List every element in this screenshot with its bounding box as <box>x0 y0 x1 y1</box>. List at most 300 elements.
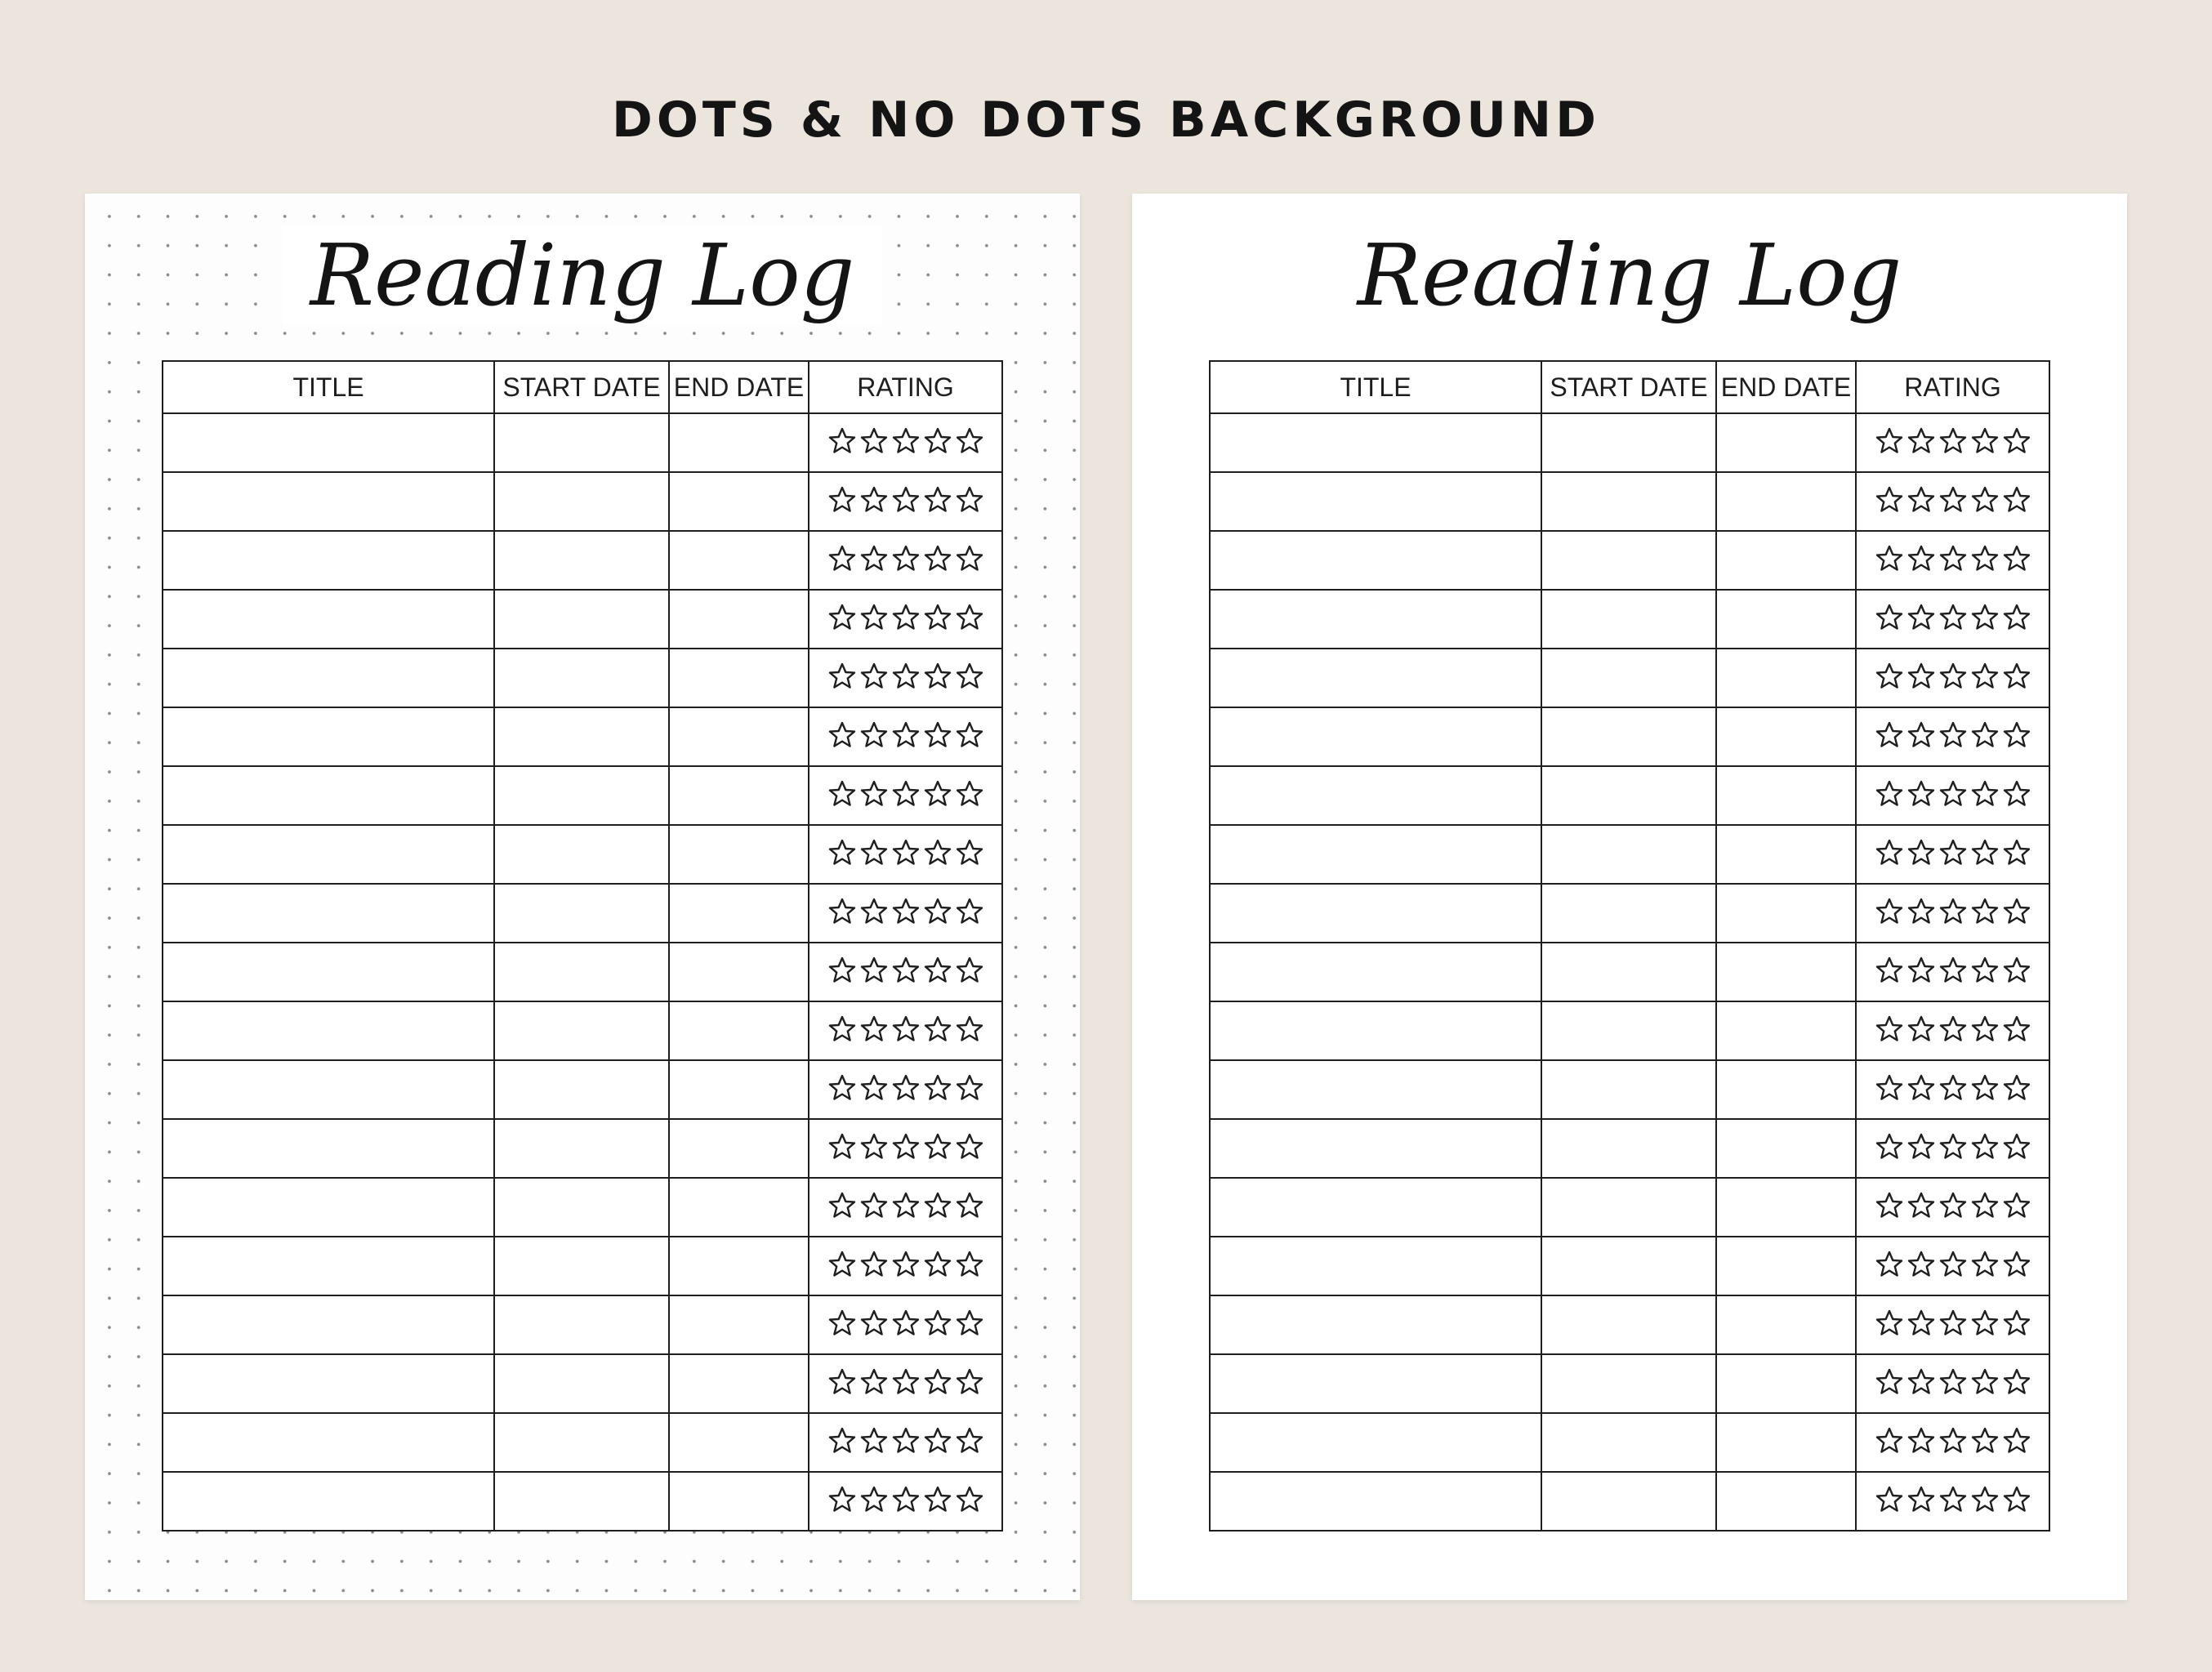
end-date-cell[interactable] <box>1716 1119 1856 1178</box>
star-outline-icon[interactable] <box>923 897 952 926</box>
star-outline-icon[interactable] <box>1938 1250 1968 1279</box>
star-outline-icon[interactable] <box>1875 956 1904 985</box>
title-cell[interactable] <box>163 766 494 825</box>
star-outline-icon[interactable] <box>1970 1367 2000 1397</box>
title-cell[interactable] <box>1210 1295 1541 1354</box>
start-date-cell[interactable] <box>494 1237 669 1295</box>
title-cell[interactable] <box>163 1060 494 1119</box>
star-outline-icon[interactable] <box>1907 1426 1936 1456</box>
end-date-cell[interactable] <box>1716 943 1856 1001</box>
start-date-cell[interactable] <box>494 1119 669 1178</box>
star-outline-icon[interactable] <box>1907 956 1936 985</box>
star-outline-icon[interactable] <box>1907 1367 1936 1397</box>
star-outline-icon[interactable] <box>923 1309 952 1338</box>
star-outline-icon[interactable] <box>1938 603 1968 632</box>
star-outline-icon[interactable] <box>827 1191 857 1220</box>
star-outline-icon[interactable] <box>1970 1191 2000 1220</box>
end-date-cell[interactable] <box>669 1472 809 1531</box>
start-date-cell[interactable] <box>1541 1178 1716 1237</box>
star-outline-icon[interactable] <box>827 720 857 750</box>
star-outline-icon[interactable] <box>1907 1073 1936 1103</box>
star-outline-icon[interactable] <box>827 1367 857 1397</box>
star-outline-icon[interactable] <box>827 838 857 867</box>
title-cell[interactable] <box>163 590 494 649</box>
title-cell[interactable] <box>163 1472 494 1531</box>
start-date-cell[interactable] <box>494 943 669 1001</box>
star-outline-icon[interactable] <box>1907 1191 1936 1220</box>
star-outline-icon[interactable] <box>827 779 857 809</box>
title-cell[interactable] <box>163 825 494 884</box>
star-outline-icon[interactable] <box>891 426 921 456</box>
star-outline-icon[interactable] <box>2002 662 2031 691</box>
end-date-cell[interactable] <box>1716 1472 1856 1531</box>
star-outline-icon[interactable] <box>859 1367 889 1397</box>
star-outline-icon[interactable] <box>827 1426 857 1456</box>
start-date-cell[interactable] <box>1541 884 1716 943</box>
star-outline-icon[interactable] <box>955 1367 984 1397</box>
title-cell[interactable] <box>1210 1060 1541 1119</box>
star-outline-icon[interactable] <box>2002 1485 2031 1514</box>
title-cell[interactable] <box>1210 472 1541 531</box>
star-outline-icon[interactable] <box>1907 544 1936 573</box>
star-outline-icon[interactable] <box>1875 1073 1904 1103</box>
star-outline-icon[interactable] <box>2002 897 2031 926</box>
star-outline-icon[interactable] <box>859 956 889 985</box>
title-cell[interactable] <box>163 1237 494 1295</box>
star-outline-icon[interactable] <box>2002 779 2031 809</box>
star-outline-icon[interactable] <box>859 1250 889 1279</box>
star-outline-icon[interactable] <box>1938 1073 1968 1103</box>
star-outline-icon[interactable] <box>1875 720 1904 750</box>
end-date-cell[interactable] <box>669 884 809 943</box>
star-outline-icon[interactable] <box>891 1367 921 1397</box>
start-date-cell[interactable] <box>1541 590 1716 649</box>
star-outline-icon[interactable] <box>891 1426 921 1456</box>
title-cell[interactable] <box>1210 413 1541 472</box>
star-outline-icon[interactable] <box>1875 1485 1904 1514</box>
end-date-cell[interactable] <box>1716 1237 1856 1295</box>
star-outline-icon[interactable] <box>1907 779 1936 809</box>
star-outline-icon[interactable] <box>859 662 889 691</box>
star-outline-icon[interactable] <box>859 838 889 867</box>
start-date-cell[interactable] <box>1541 707 1716 766</box>
title-cell[interactable] <box>1210 1237 1541 1295</box>
star-outline-icon[interactable] <box>923 1191 952 1220</box>
title-cell[interactable] <box>163 884 494 943</box>
star-outline-icon[interactable] <box>955 1309 984 1338</box>
end-date-cell[interactable] <box>669 943 809 1001</box>
end-date-cell[interactable] <box>1716 1178 1856 1237</box>
star-outline-icon[interactable] <box>1938 662 1968 691</box>
star-outline-icon[interactable] <box>1938 1132 1968 1161</box>
title-cell[interactable] <box>163 413 494 472</box>
star-outline-icon[interactable] <box>2002 1073 2031 1103</box>
start-date-cell[interactable] <box>1541 649 1716 707</box>
title-cell[interactable] <box>163 1119 494 1178</box>
star-outline-icon[interactable] <box>827 897 857 926</box>
star-outline-icon[interactable] <box>891 779 921 809</box>
star-outline-icon[interactable] <box>1970 897 2000 926</box>
start-date-cell[interactable] <box>494 884 669 943</box>
start-date-cell[interactable] <box>494 1413 669 1472</box>
end-date-cell[interactable] <box>1716 766 1856 825</box>
star-outline-icon[interactable] <box>827 662 857 691</box>
title-cell[interactable] <box>163 707 494 766</box>
star-outline-icon[interactable] <box>2002 1250 2031 1279</box>
end-date-cell[interactable] <box>669 707 809 766</box>
star-outline-icon[interactable] <box>955 544 984 573</box>
star-outline-icon[interactable] <box>891 1073 921 1103</box>
star-outline-icon[interactable] <box>1970 662 2000 691</box>
star-outline-icon[interactable] <box>1970 838 2000 867</box>
star-outline-icon[interactable] <box>1938 897 1968 926</box>
star-outline-icon[interactable] <box>1907 897 1936 926</box>
start-date-cell[interactable] <box>494 1295 669 1354</box>
star-outline-icon[interactable] <box>859 720 889 750</box>
title-cell[interactable] <box>1210 531 1541 590</box>
star-outline-icon[interactable] <box>923 1132 952 1161</box>
star-outline-icon[interactable] <box>1907 1250 1936 1279</box>
title-cell[interactable] <box>1210 1001 1541 1060</box>
star-outline-icon[interactable] <box>1970 1426 2000 1456</box>
star-outline-icon[interactable] <box>1907 426 1936 456</box>
start-date-cell[interactable] <box>494 531 669 590</box>
star-outline-icon[interactable] <box>859 897 889 926</box>
start-date-cell[interactable] <box>1541 1237 1716 1295</box>
star-outline-icon[interactable] <box>891 897 921 926</box>
start-date-cell[interactable] <box>494 472 669 531</box>
start-date-cell[interactable] <box>1541 766 1716 825</box>
title-cell[interactable] <box>163 649 494 707</box>
star-outline-icon[interactable] <box>955 1073 984 1103</box>
star-outline-icon[interactable] <box>1970 603 2000 632</box>
end-date-cell[interactable] <box>1716 1354 1856 1413</box>
star-outline-icon[interactable] <box>1875 1014 1904 1044</box>
star-outline-icon[interactable] <box>1875 603 1904 632</box>
star-outline-icon[interactable] <box>827 1309 857 1338</box>
star-outline-icon[interactable] <box>891 838 921 867</box>
title-cell[interactable] <box>1210 766 1541 825</box>
start-date-cell[interactable] <box>1541 1413 1716 1472</box>
star-outline-icon[interactable] <box>955 720 984 750</box>
star-outline-icon[interactable] <box>1875 1132 1904 1161</box>
star-outline-icon[interactable] <box>827 1485 857 1514</box>
star-outline-icon[interactable] <box>923 1426 952 1456</box>
star-outline-icon[interactable] <box>923 1073 952 1103</box>
star-outline-icon[interactable] <box>1970 1073 2000 1103</box>
star-outline-icon[interactable] <box>827 544 857 573</box>
end-date-cell[interactable] <box>669 472 809 531</box>
start-date-cell[interactable] <box>494 766 669 825</box>
star-outline-icon[interactable] <box>2002 544 2031 573</box>
end-date-cell[interactable] <box>669 590 809 649</box>
star-outline-icon[interactable] <box>891 603 921 632</box>
star-outline-icon[interactable] <box>1875 779 1904 809</box>
star-outline-icon[interactable] <box>859 426 889 456</box>
star-outline-icon[interactable] <box>2002 485 2031 515</box>
star-outline-icon[interactable] <box>1938 1014 1968 1044</box>
title-cell[interactable] <box>163 1354 494 1413</box>
star-outline-icon[interactable] <box>2002 603 2031 632</box>
star-outline-icon[interactable] <box>955 426 984 456</box>
end-date-cell[interactable] <box>1716 1001 1856 1060</box>
star-outline-icon[interactable] <box>1938 720 1968 750</box>
star-outline-icon[interactable] <box>891 1191 921 1220</box>
star-outline-icon[interactable] <box>1938 779 1968 809</box>
star-outline-icon[interactable] <box>1970 1132 2000 1161</box>
star-outline-icon[interactable] <box>1938 544 1968 573</box>
star-outline-icon[interactable] <box>923 1014 952 1044</box>
star-outline-icon[interactable] <box>1875 838 1904 867</box>
end-date-cell[interactable] <box>1716 1413 1856 1472</box>
star-outline-icon[interactable] <box>1875 544 1904 573</box>
star-outline-icon[interactable] <box>1907 838 1936 867</box>
end-date-cell[interactable] <box>1716 590 1856 649</box>
title-cell[interactable] <box>163 1295 494 1354</box>
star-outline-icon[interactable] <box>1938 1485 1968 1514</box>
star-outline-icon[interactable] <box>1938 956 1968 985</box>
end-date-cell[interactable] <box>1716 472 1856 531</box>
star-outline-icon[interactable] <box>891 1250 921 1279</box>
star-outline-icon[interactable] <box>923 956 952 985</box>
title-cell[interactable] <box>1210 1119 1541 1178</box>
star-outline-icon[interactable] <box>955 603 984 632</box>
star-outline-icon[interactable] <box>1970 1485 2000 1514</box>
start-date-cell[interactable] <box>1541 943 1716 1001</box>
star-outline-icon[interactable] <box>859 1309 889 1338</box>
star-outline-icon[interactable] <box>1970 720 2000 750</box>
end-date-cell[interactable] <box>669 649 809 707</box>
star-outline-icon[interactable] <box>2002 1014 2031 1044</box>
end-date-cell[interactable] <box>669 1001 809 1060</box>
star-outline-icon[interactable] <box>1970 1014 2000 1044</box>
star-outline-icon[interactable] <box>1970 956 2000 985</box>
star-outline-icon[interactable] <box>859 544 889 573</box>
star-outline-icon[interactable] <box>2002 1309 2031 1338</box>
end-date-cell[interactable] <box>1716 649 1856 707</box>
star-outline-icon[interactable] <box>1875 897 1904 926</box>
end-date-cell[interactable] <box>1716 884 1856 943</box>
star-outline-icon[interactable] <box>1970 426 2000 456</box>
star-outline-icon[interactable] <box>827 485 857 515</box>
start-date-cell[interactable] <box>494 1001 669 1060</box>
star-outline-icon[interactable] <box>1907 720 1936 750</box>
star-outline-icon[interactable] <box>1875 1191 1904 1220</box>
star-outline-icon[interactable] <box>2002 720 2031 750</box>
star-outline-icon[interactable] <box>1907 485 1936 515</box>
star-outline-icon[interactable] <box>827 1250 857 1279</box>
start-date-cell[interactable] <box>494 707 669 766</box>
star-outline-icon[interactable] <box>923 1485 952 1514</box>
star-outline-icon[interactable] <box>955 1191 984 1220</box>
title-cell[interactable] <box>163 1413 494 1472</box>
end-date-cell[interactable] <box>669 413 809 472</box>
star-outline-icon[interactable] <box>1938 1367 1968 1397</box>
star-outline-icon[interactable] <box>859 485 889 515</box>
star-outline-icon[interactable] <box>859 1485 889 1514</box>
star-outline-icon[interactable] <box>923 1250 952 1279</box>
star-outline-icon[interactable] <box>955 662 984 691</box>
star-outline-icon[interactable] <box>1907 1014 1936 1044</box>
title-cell[interactable] <box>163 531 494 590</box>
star-outline-icon[interactable] <box>1938 838 1968 867</box>
star-outline-icon[interactable] <box>827 426 857 456</box>
star-outline-icon[interactable] <box>827 1073 857 1103</box>
end-date-cell[interactable] <box>669 1237 809 1295</box>
star-outline-icon[interactable] <box>1875 1367 1904 1397</box>
star-outline-icon[interactable] <box>859 779 889 809</box>
star-outline-icon[interactable] <box>923 1367 952 1397</box>
star-outline-icon[interactable] <box>2002 956 2031 985</box>
end-date-cell[interactable] <box>1716 1060 1856 1119</box>
star-outline-icon[interactable] <box>2002 1132 2031 1161</box>
star-outline-icon[interactable] <box>923 544 952 573</box>
start-date-cell[interactable] <box>494 590 669 649</box>
star-outline-icon[interactable] <box>891 662 921 691</box>
start-date-cell[interactable] <box>1541 413 1716 472</box>
star-outline-icon[interactable] <box>923 485 952 515</box>
start-date-cell[interactable] <box>494 1060 669 1119</box>
title-cell[interactable] <box>1210 1413 1541 1472</box>
star-outline-icon[interactable] <box>1938 1309 1968 1338</box>
star-outline-icon[interactable] <box>891 956 921 985</box>
star-outline-icon[interactable] <box>955 1485 984 1514</box>
end-date-cell[interactable] <box>669 1060 809 1119</box>
end-date-cell[interactable] <box>669 1119 809 1178</box>
star-outline-icon[interactable] <box>827 1014 857 1044</box>
start-date-cell[interactable] <box>1541 1001 1716 1060</box>
star-outline-icon[interactable] <box>1875 485 1904 515</box>
title-cell[interactable] <box>163 1178 494 1237</box>
star-outline-icon[interactable] <box>955 1250 984 1279</box>
star-outline-icon[interactable] <box>1907 1132 1936 1161</box>
star-outline-icon[interactable] <box>955 1014 984 1044</box>
star-outline-icon[interactable] <box>1970 1250 2000 1279</box>
start-date-cell[interactable] <box>494 1178 669 1237</box>
star-outline-icon[interactable] <box>1970 485 2000 515</box>
end-date-cell[interactable] <box>669 1295 809 1354</box>
star-outline-icon[interactable] <box>955 485 984 515</box>
title-cell[interactable] <box>1210 825 1541 884</box>
star-outline-icon[interactable] <box>891 1485 921 1514</box>
star-outline-icon[interactable] <box>891 485 921 515</box>
end-date-cell[interactable] <box>669 531 809 590</box>
star-outline-icon[interactable] <box>2002 426 2031 456</box>
star-outline-icon[interactable] <box>2002 1191 2031 1220</box>
end-date-cell[interactable] <box>1716 707 1856 766</box>
start-date-cell[interactable] <box>494 1472 669 1531</box>
title-cell[interactable] <box>1210 1354 1541 1413</box>
star-outline-icon[interactable] <box>859 603 889 632</box>
title-cell[interactable] <box>1210 590 1541 649</box>
start-date-cell[interactable] <box>494 825 669 884</box>
star-outline-icon[interactable] <box>891 1132 921 1161</box>
star-outline-icon[interactable] <box>1970 544 2000 573</box>
end-date-cell[interactable] <box>1716 825 1856 884</box>
end-date-cell[interactable] <box>1716 1295 1856 1354</box>
star-outline-icon[interactable] <box>891 1309 921 1338</box>
title-cell[interactable] <box>1210 884 1541 943</box>
star-outline-icon[interactable] <box>1907 662 1936 691</box>
star-outline-icon[interactable] <box>1875 426 1904 456</box>
star-outline-icon[interactable] <box>955 897 984 926</box>
end-date-cell[interactable] <box>669 766 809 825</box>
star-outline-icon[interactable] <box>923 603 952 632</box>
star-outline-icon[interactable] <box>859 1191 889 1220</box>
title-cell[interactable] <box>163 1001 494 1060</box>
end-date-cell[interactable] <box>669 825 809 884</box>
star-outline-icon[interactable] <box>1938 485 1968 515</box>
star-outline-icon[interactable] <box>2002 1367 2031 1397</box>
end-date-cell[interactable] <box>669 1354 809 1413</box>
star-outline-icon[interactable] <box>955 1132 984 1161</box>
star-outline-icon[interactable] <box>1938 1426 1968 1456</box>
title-cell[interactable] <box>163 943 494 1001</box>
star-outline-icon[interactable] <box>1875 1309 1904 1338</box>
end-date-cell[interactable] <box>1716 413 1856 472</box>
start-date-cell[interactable] <box>494 649 669 707</box>
title-cell[interactable] <box>163 472 494 531</box>
star-outline-icon[interactable] <box>2002 838 2031 867</box>
star-outline-icon[interactable] <box>1907 603 1936 632</box>
star-outline-icon[interactable] <box>827 1132 857 1161</box>
star-outline-icon[interactable] <box>891 544 921 573</box>
title-cell[interactable] <box>1210 707 1541 766</box>
star-outline-icon[interactable] <box>955 838 984 867</box>
star-outline-icon[interactable] <box>2002 1426 2031 1456</box>
star-outline-icon[interactable] <box>827 956 857 985</box>
start-date-cell[interactable] <box>1541 825 1716 884</box>
star-outline-icon[interactable] <box>1907 1309 1936 1338</box>
star-outline-icon[interactable] <box>827 603 857 632</box>
star-outline-icon[interactable] <box>891 720 921 750</box>
title-cell[interactable] <box>1210 1178 1541 1237</box>
end-date-cell[interactable] <box>1716 531 1856 590</box>
title-cell[interactable] <box>1210 943 1541 1001</box>
end-date-cell[interactable] <box>669 1413 809 1472</box>
title-cell[interactable] <box>1210 1472 1541 1531</box>
star-outline-icon[interactable] <box>891 1014 921 1044</box>
end-date-cell[interactable] <box>669 1178 809 1237</box>
star-outline-icon[interactable] <box>955 956 984 985</box>
star-outline-icon[interactable] <box>1970 779 2000 809</box>
start-date-cell[interactable] <box>1541 1060 1716 1119</box>
star-outline-icon[interactable] <box>1907 1485 1936 1514</box>
star-outline-icon[interactable] <box>859 1426 889 1456</box>
star-outline-icon[interactable] <box>923 426 952 456</box>
star-outline-icon[interactable] <box>859 1132 889 1161</box>
start-date-cell[interactable] <box>1541 531 1716 590</box>
star-outline-icon[interactable] <box>1875 662 1904 691</box>
start-date-cell[interactable] <box>1541 1354 1716 1413</box>
star-outline-icon[interactable] <box>1938 1191 1968 1220</box>
star-outline-icon[interactable] <box>955 1426 984 1456</box>
title-cell[interactable] <box>1210 649 1541 707</box>
star-outline-icon[interactable] <box>923 720 952 750</box>
star-outline-icon[interactable] <box>955 779 984 809</box>
start-date-cell[interactable] <box>1541 472 1716 531</box>
start-date-cell[interactable] <box>1541 1119 1716 1178</box>
star-outline-icon[interactable] <box>1875 1426 1904 1456</box>
star-outline-icon[interactable] <box>1970 1309 2000 1338</box>
star-outline-icon[interactable] <box>859 1014 889 1044</box>
star-outline-icon[interactable] <box>923 838 952 867</box>
star-outline-icon[interactable] <box>923 779 952 809</box>
star-outline-icon[interactable] <box>1938 426 1968 456</box>
start-date-cell[interactable] <box>494 413 669 472</box>
start-date-cell[interactable] <box>494 1354 669 1413</box>
start-date-cell[interactable] <box>1541 1295 1716 1354</box>
